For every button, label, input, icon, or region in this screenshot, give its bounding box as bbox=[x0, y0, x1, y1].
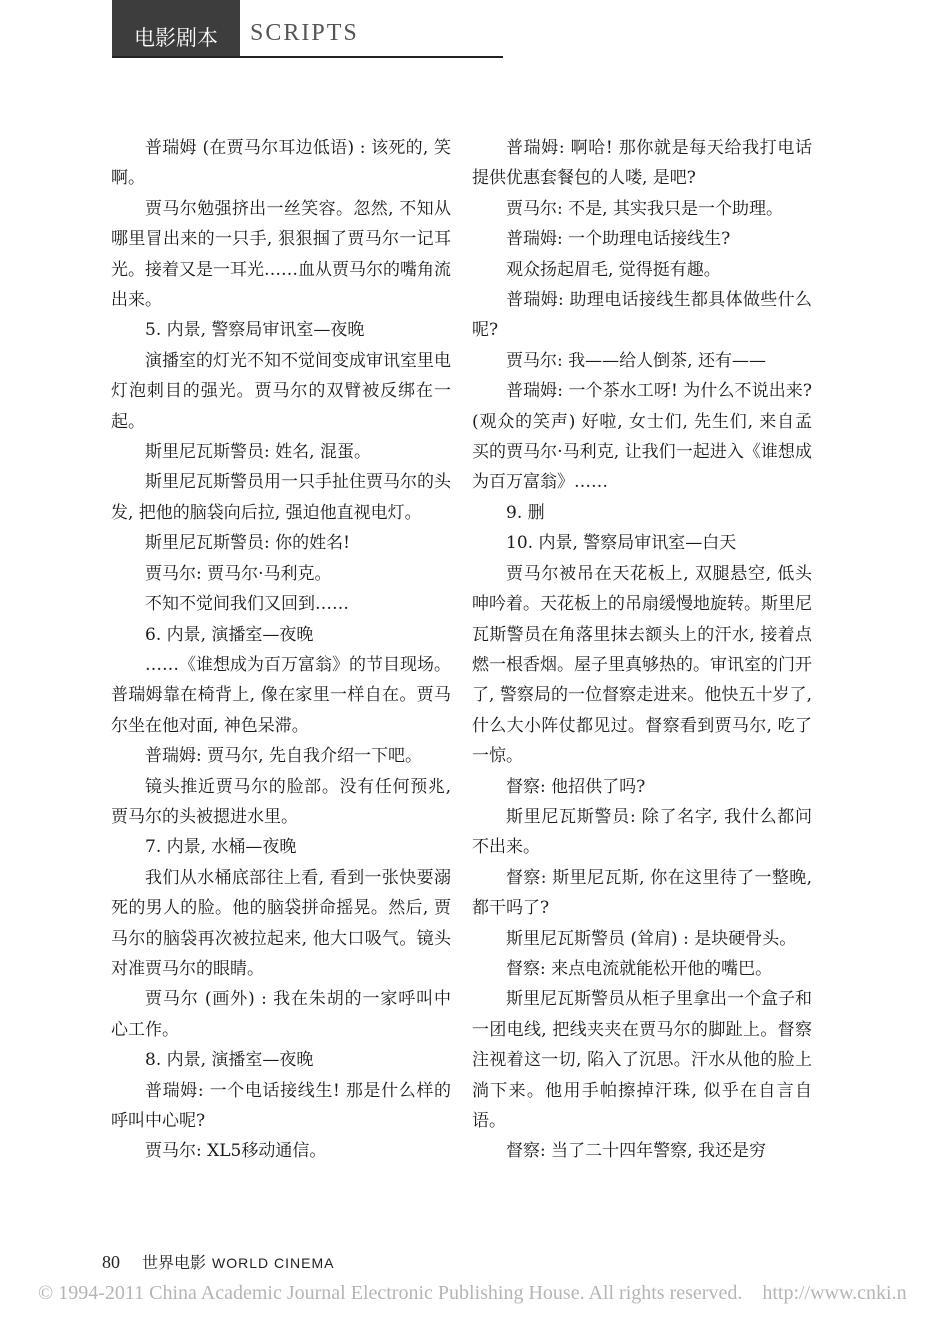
right-text-column bbox=[472, 133, 812, 1167]
script-paragraph: 督察: 来点电流就能松开他的嘴巴。 bbox=[506, 958, 773, 979]
script-paragraph: 9. 删 bbox=[506, 502, 545, 523]
copyright-text: © 1994-2011 China Academic Journal Electronic Publishing House. All rights reserved. bbox=[38, 1282, 743, 1304]
script-paragraph: 斯里尼瓦斯警员: 你的姓名! bbox=[145, 533, 350, 554]
script-paragraph: 普瑞姆: 一个茶水工呀! 为什么不说出来? (观众的笑声) 好啦, 女士们, 先生们, 来自孟买的贾马尔·马利克, 让我们一起进入《谁想成为百万富翁》…… bbox=[472, 381, 812, 493]
header-divider bbox=[112, 56, 503, 58]
page-header bbox=[112, 0, 503, 58]
page-number: 80 bbox=[102, 1252, 120, 1272]
script-paragraph: 不知不觉间我们又回到…… bbox=[145, 594, 349, 615]
script-paragraph: 督察: 当了二十四年警察, 我还是穷 bbox=[506, 1141, 766, 1162]
script-paragraph: 贾马尔: 贾马尔·马利克。 bbox=[145, 563, 332, 584]
script-paragraph: 贾马尔 (画外) : 我在朱胡的一家呼叫中心工作。 bbox=[111, 989, 451, 1040]
script-paragraph: 斯里尼瓦斯警员 (耸肩) : 是块硬骨头。 bbox=[506, 928, 797, 949]
script-paragraph: 斯里尼瓦斯警员: 除了名字, 我什么都问不出来。 bbox=[472, 806, 812, 858]
magazine-name-en: WORLD CINEMA bbox=[212, 1255, 335, 1271]
script-paragraph: 演播室的灯光不知不觉间变成审讯室里电灯泡刺目的强光。贾马尔的双臂被反绑在一起。 bbox=[111, 350, 451, 432]
script-paragraph: 7. 内景, 水桶—夜晚 bbox=[145, 837, 297, 858]
script-paragraph: 8. 内景, 演播室—夜晚 bbox=[145, 1050, 314, 1071]
magazine-name-cn: 世界电影 bbox=[142, 1253, 207, 1272]
section-tab: 电影剧本 bbox=[112, 0, 240, 56]
script-paragraph: 贾马尔被吊在天花板上, 双腿悬空, 低头呻吟着。天花板上的吊扇缓慢地旋转。斯里尼瓦斯警员在角落里抹去额头上的汗水, 接着点燃一根香烟。屋子里真够热的。审讯室的门开了, 警察局的一位督察走进来。他快五十岁了, 什么大小阵仗都见过。督察看到贾马尔, 吃了一惊。 bbox=[472, 563, 812, 767]
script-paragraph: 贾马尔: 我——给人倒茶, 还有—— bbox=[506, 350, 766, 371]
script-paragraph: 5. 内景, 警察局审讯室—夜晚 bbox=[145, 320, 365, 341]
script-paragraph: 普瑞姆 (在贾马尔耳边低语) : 该死的, 笑啊。 bbox=[111, 138, 451, 189]
copyright-notice bbox=[38, 1282, 907, 1305]
script-paragraph: 督察: 斯里尼瓦斯, 你在这里待了一整晚, 都干吗了? bbox=[472, 867, 812, 919]
script-paragraph: 6. 内景, 演播室—夜晚 bbox=[145, 624, 314, 645]
script-paragraph: 普瑞姆: 助理电话接线生都具体做些什么呢? bbox=[472, 290, 812, 341]
script-paragraph: 贾马尔: 不是, 其实我只是一个助理。 bbox=[506, 198, 783, 219]
script-paragraph: 斯里尼瓦斯警员用一只手扯住贾马尔的头发, 把他的脑袋向后拉, 强迫他直视电灯。 bbox=[111, 472, 451, 523]
script-paragraph: 普瑞姆: 一个助理电话接线生? bbox=[506, 229, 731, 250]
script-paragraph: 观众扬起眉毛, 觉得挺有趣。 bbox=[506, 259, 721, 280]
script-paragraph: 10. 内景, 警察局审讯室—白天 bbox=[506, 533, 737, 554]
script-paragraph: 斯里尼瓦斯警员从柜子里拿出一个盒子和一团电线, 把线夹夹在贾马尔的脚趾上。督察注视着这一切, 陷入了沉思。汗水从他的脸上淌下来。他用手帕擦掉汗珠, 似乎在自言自语。 bbox=[472, 989, 812, 1131]
script-paragraph: 贾马尔勉强挤出一丝笑容。忽然, 不知从哪里冒出来的一只手, 狠狠掴了贾马尔一记耳光。接着又是一耳光……血从贾马尔的嘴角流出来。 bbox=[111, 198, 451, 311]
script-paragraph: 督察: 他招供了吗? bbox=[506, 776, 646, 797]
script-paragraph: 斯里尼瓦斯警员: 姓名, 混蛋。 bbox=[145, 442, 371, 463]
script-paragraph: 镜头推近贾马尔的脸部。没有任何预兆, 贾马尔的头被摁进水里。 bbox=[111, 776, 451, 827]
script-paragraph: 普瑞姆: 贾马尔, 先自我介绍一下吧。 bbox=[145, 746, 422, 767]
script-paragraph: 普瑞姆: 一个电话接线生! 那是什么样的呼叫中心呢? bbox=[111, 1080, 451, 1131]
copyright-url: http://www.cnki.n bbox=[762, 1282, 907, 1304]
left-text-column bbox=[111, 133, 451, 1167]
section-title-en: SCRIPTS bbox=[250, 20, 359, 46]
script-paragraph: 普瑞姆: 啊哈! 那你就是每天给我打电话提供优惠套餐包的人喽, 是吧? bbox=[472, 138, 812, 189]
script-paragraph: 贾马尔: XL5移动通信。 bbox=[145, 1141, 327, 1162]
page-footer bbox=[102, 1250, 334, 1273]
script-paragraph: ……《谁想成为百万富翁》的节目现场。普瑞姆靠在椅背上, 像在家里一样自在。贾马尔坐在他对面, 神色呆滞。 bbox=[111, 654, 451, 736]
script-paragraph: 我们从水桶底部往上看, 看到一张快要溺死的男人的脸。他的脑袋拼命摇晃。然后, 贾马尔的脑袋再次被拉起来, 他大口吸气。镜头对准贾马尔的眼睛。 bbox=[111, 867, 451, 979]
